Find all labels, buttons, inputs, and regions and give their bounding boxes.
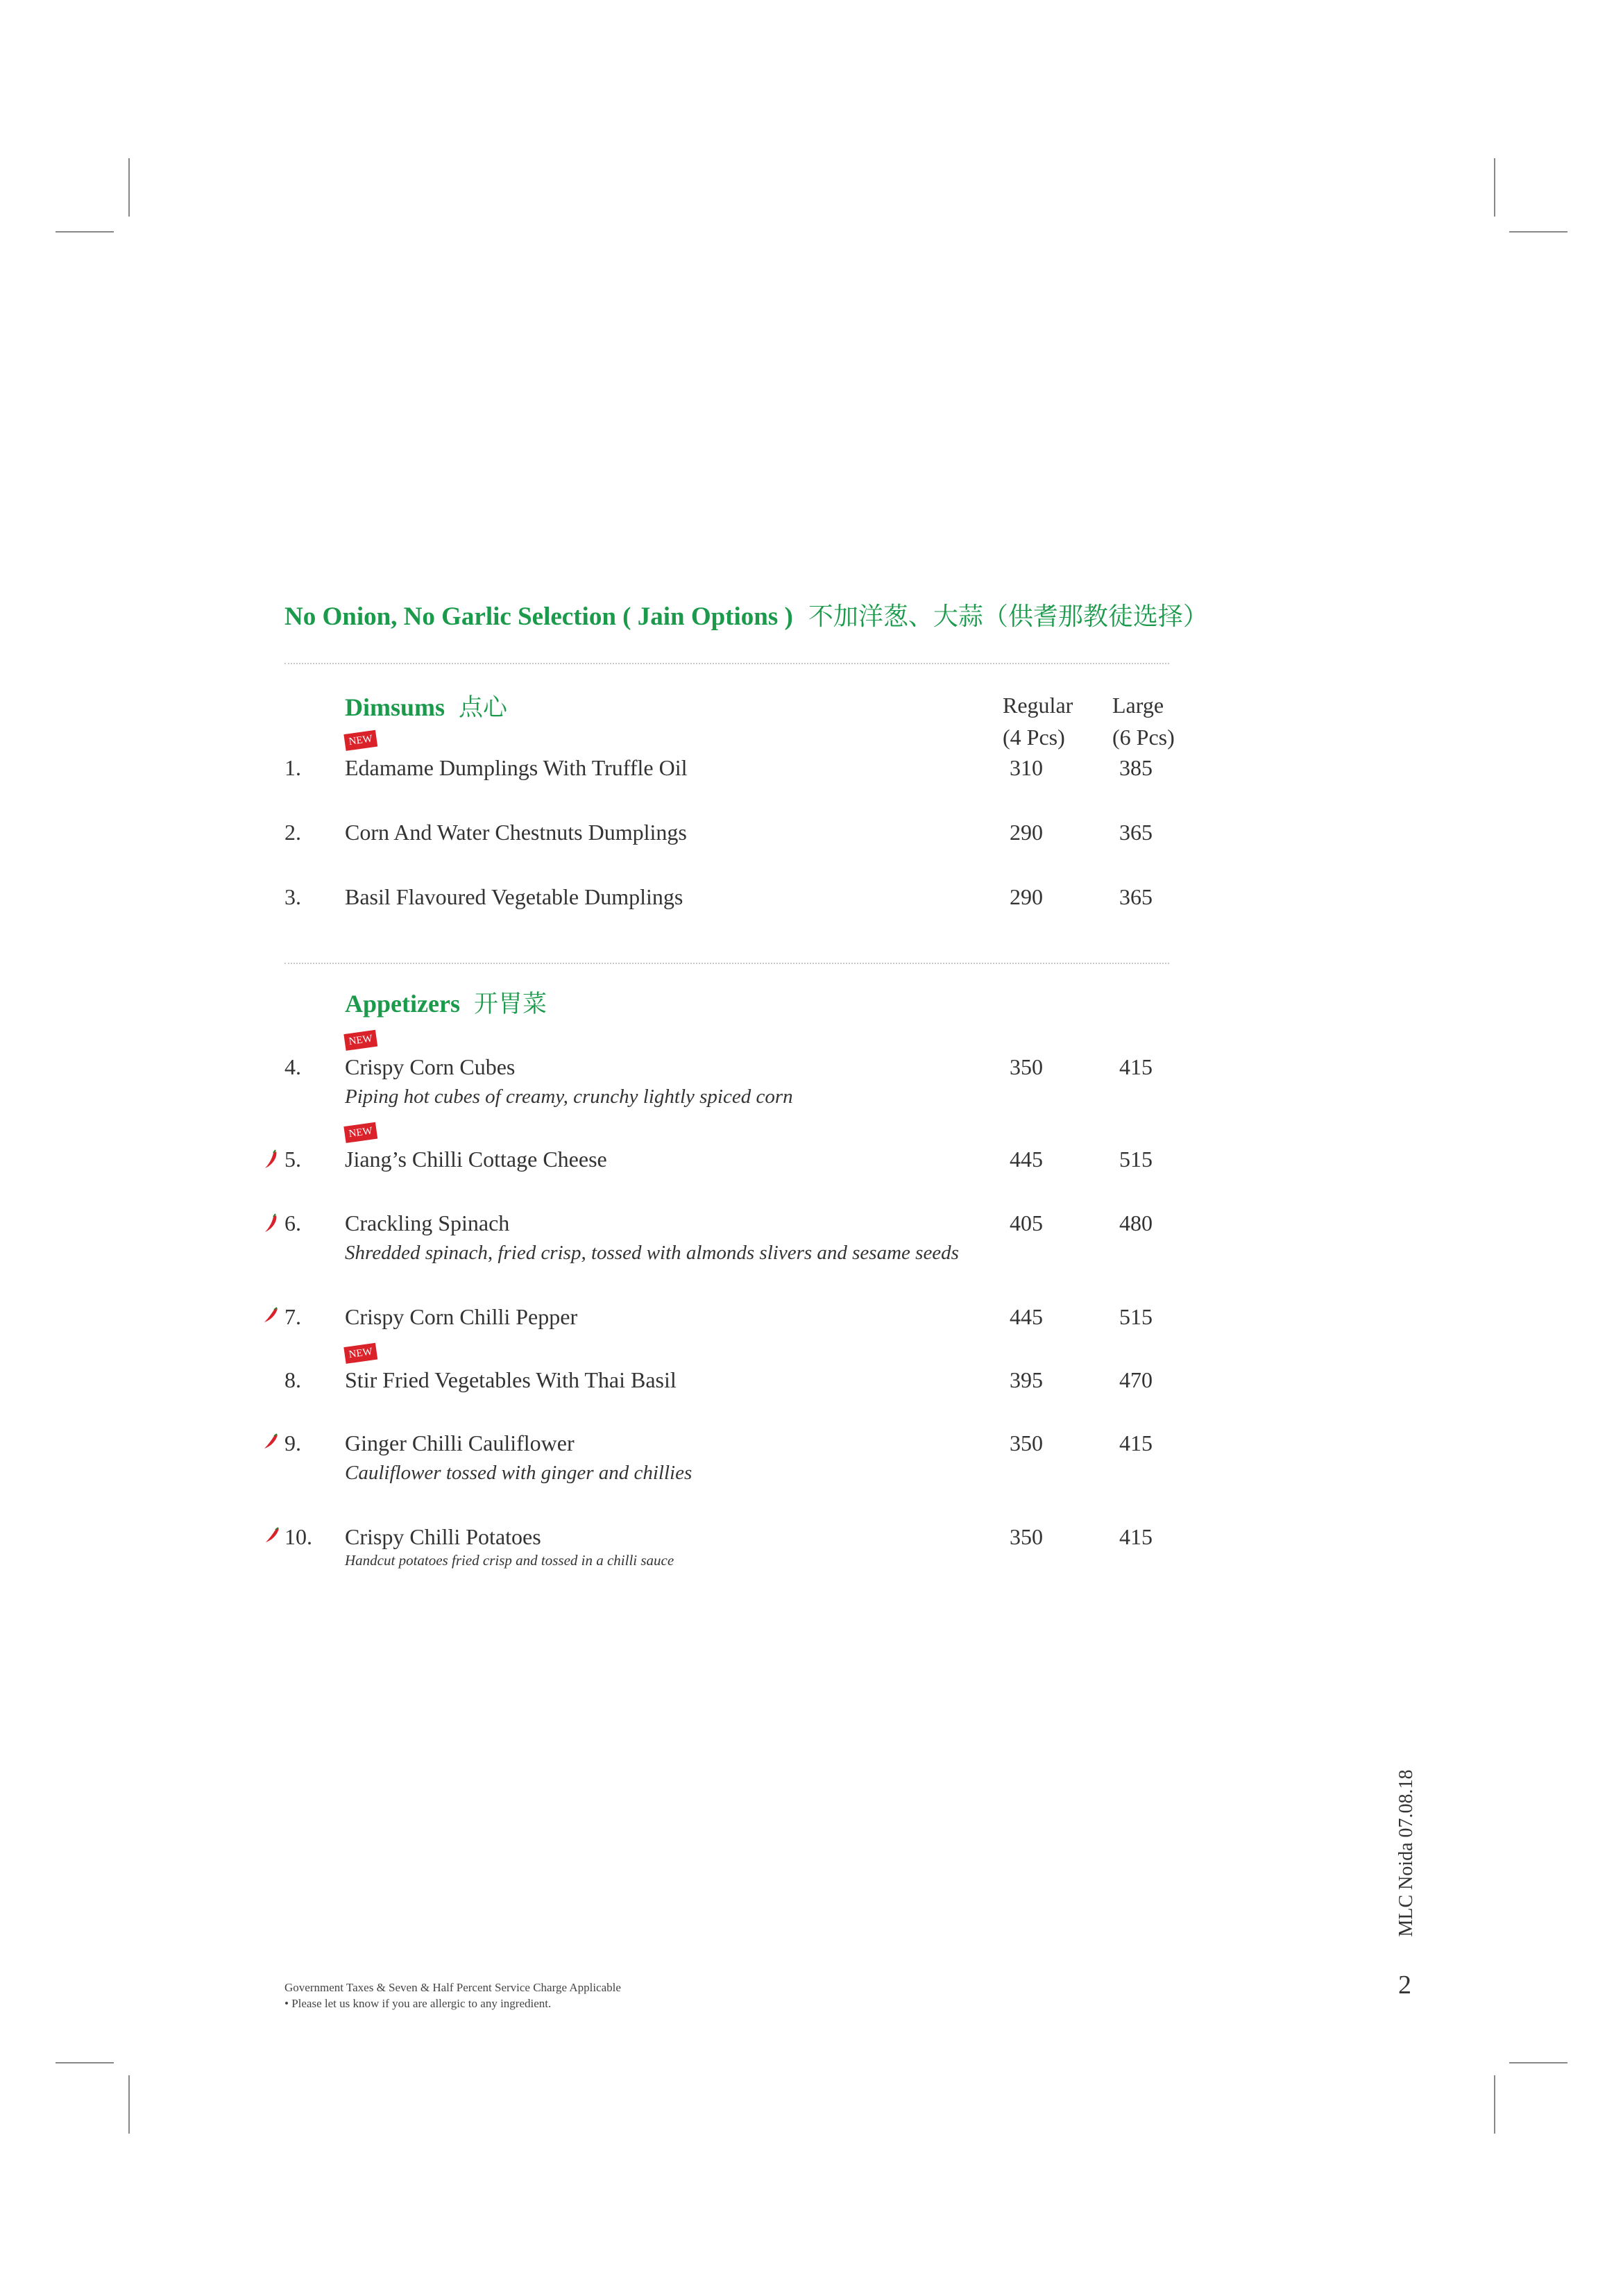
crop-mark <box>1509 2062 1567 2063</box>
menu-item <box>0 755 1623 811</box>
item-number: 1. <box>284 755 301 780</box>
item-name: Jiang’s Chilli Cottage Cheese <box>345 1147 607 1172</box>
menu-item <box>0 1367 1623 1423</box>
item-name: Ginger Chilli Cauliflower <box>345 1430 575 1455</box>
crop-mark <box>128 158 130 217</box>
dimsums-heading-cn: 点心 <box>459 694 508 722</box>
regular-price: 395 <box>1010 1367 1043 1392</box>
menu-item <box>0 1524 1623 1580</box>
large-price: 365 <box>1119 820 1153 845</box>
item-number: 5. <box>284 1147 301 1172</box>
divider <box>284 963 1169 964</box>
menu-item <box>0 1210 1623 1266</box>
new-badge: NEW <box>343 1343 377 1364</box>
regular-price: 290 <box>1010 884 1043 909</box>
item-name: Crispy Corn Chilli Pepper <box>345 1304 578 1329</box>
menu-item <box>0 1054 1623 1110</box>
crop-mark <box>128 2075 130 2134</box>
item-name: Stir Fried Vegetables With Thai Basil <box>345 1367 677 1392</box>
menu-item <box>0 1430 1623 1486</box>
item-number: 6. <box>284 1210 301 1235</box>
chili-icon <box>262 1433 279 1454</box>
page-title-en: No Onion, No Garlic Selection ( Jain Options ) <box>284 602 793 631</box>
regular-label: Regular <box>1003 693 1073 718</box>
regular-price: 445 <box>1010 1147 1043 1172</box>
large-price: 385 <box>1119 755 1153 780</box>
large-label: Large <box>1112 693 1164 718</box>
menu-item <box>0 1304 1623 1360</box>
large-price: 470 <box>1119 1367 1153 1392</box>
item-number: 4. <box>284 1054 301 1079</box>
item-name: Crispy Corn Cubes <box>345 1054 516 1079</box>
large-sub-label: (6 Pcs) <box>1112 725 1175 750</box>
chili-icon <box>262 1213 279 1234</box>
chili-icon <box>262 1307 279 1328</box>
item-number: 7. <box>284 1304 301 1329</box>
footer-notes <box>284 1980 621 2011</box>
item-name: Crispy Chilli Potatoes <box>345 1524 541 1549</box>
page-number: 2 <box>1398 1970 1411 2000</box>
item-name: Corn And Water Chestnuts Dumplings <box>345 820 687 845</box>
new-badge: NEW <box>343 730 377 751</box>
crop-mark <box>1509 231 1567 233</box>
new-badge: NEW <box>343 1122 377 1143</box>
large-price: 480 <box>1119 1210 1153 1235</box>
item-number: 8. <box>284 1367 301 1392</box>
item-number: 10. <box>284 1524 312 1549</box>
item-name: Basil Flavoured Vegetable Dumplings <box>345 884 683 909</box>
appetizers-heading-cn: 开胃菜 <box>473 990 547 1018</box>
regular-price: 445 <box>1010 1304 1043 1329</box>
item-description: Handcut potatoes fried crisp and tossed in a chilli sauce <box>345 1552 674 1569</box>
divider <box>284 663 1169 664</box>
chili-icon <box>262 1149 279 1170</box>
print-reference: MLC Noida 07.08.18 <box>1395 1769 1417 1937</box>
item-number: 3. <box>284 884 301 909</box>
item-description: Shredded spinach, fried crisp, tossed with almonds slivers and sesame seeds <box>345 1242 959 1264</box>
dimsums-heading <box>345 689 507 723</box>
large-price: 365 <box>1119 884 1153 909</box>
crop-mark <box>56 231 114 233</box>
large-price: 415 <box>1119 1054 1153 1079</box>
regular-price: 350 <box>1010 1054 1043 1079</box>
crop-mark <box>1494 158 1495 217</box>
chili-icon <box>264 1527 280 1548</box>
crop-mark <box>56 2062 114 2063</box>
item-description: Piping hot cubes of creamy, crunchy lightly spiced corn <box>345 1086 793 1108</box>
item-description: Cauliflower tossed with ginger and chillies <box>345 1462 692 1484</box>
regular-column-header <box>1003 689 1073 753</box>
item-name: Edamame Dumplings With Truffle Oil <box>345 755 688 780</box>
large-column-header <box>1112 689 1175 753</box>
page-title-cn: 不加洋葱、大蒜（供耆那教徒选择） <box>808 602 1208 631</box>
menu-item <box>0 1147 1623 1202</box>
large-price: 515 <box>1119 1304 1153 1329</box>
item-name: Crackling Spinach <box>345 1210 510 1235</box>
large-price: 415 <box>1119 1430 1153 1455</box>
crop-mark <box>1494 2075 1495 2134</box>
appetizers-heading <box>345 985 547 1020</box>
item-number: 2. <box>284 820 301 845</box>
regular-price: 405 <box>1010 1210 1043 1235</box>
regular-price: 350 <box>1010 1430 1043 1455</box>
appetizers-heading-en: Appetizers <box>345 990 460 1018</box>
regular-price: 310 <box>1010 755 1043 780</box>
regular-price: 350 <box>1010 1524 1043 1549</box>
tax-note: Government Taxes & Seven & Half Percent Service Charge Applicable <box>284 1981 621 1994</box>
dimsums-heading-en: Dimsums <box>345 693 445 721</box>
large-price: 415 <box>1119 1524 1153 1549</box>
menu-item <box>0 820 1623 875</box>
regular-price: 290 <box>1010 820 1043 845</box>
menu-item <box>0 884 1623 940</box>
new-badge: NEW <box>343 1030 377 1051</box>
regular-sub-label: (4 Pcs) <box>1003 725 1065 750</box>
allergy-note: • Please let us know if you are allergic to any ingredient. <box>284 1997 552 2010</box>
item-number: 9. <box>284 1430 301 1455</box>
large-price: 515 <box>1119 1147 1153 1172</box>
page-title <box>284 597 1208 632</box>
